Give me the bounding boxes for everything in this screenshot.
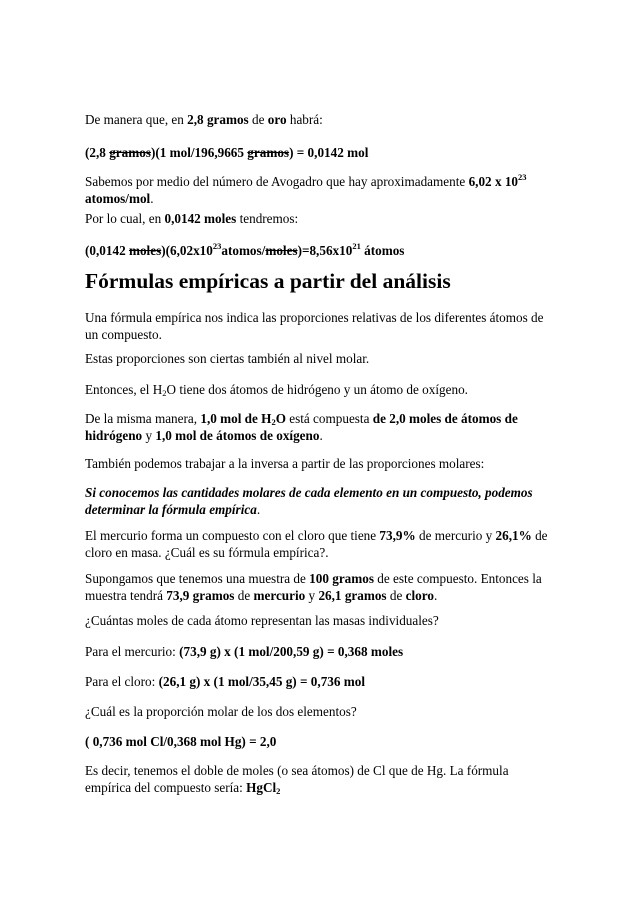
text: Si conocemos las cantidades molares de cada elemento en un compuesto, podemos determinar la fórmula empírica	[85, 485, 533, 517]
text: átomos	[360, 243, 405, 258]
text: de	[248, 112, 268, 127]
text: Para el cloro:	[85, 674, 159, 689]
text: .	[319, 428, 323, 443]
paragraph-water	[85, 381, 555, 398]
bold-text: 2,8 gramos	[187, 112, 249, 127]
subscript: 2	[162, 388, 167, 398]
text: .	[150, 191, 154, 206]
bold-text: 0,0142 moles	[164, 211, 237, 226]
paragraph-question-ratio: ¿Cuál es la proporción molar de los dos elementos?	[85, 704, 357, 719]
bold-text: 26,1%	[495, 528, 532, 543]
text: Por lo cual, en	[85, 211, 165, 226]
bold-text: oro	[267, 112, 287, 127]
text: )(1 mol/196,9665	[150, 145, 248, 160]
text: De manera que, en	[85, 112, 188, 127]
text: )(6,02x10	[161, 243, 213, 258]
bold-text: cloro	[405, 588, 434, 603]
paragraph-chlorine-calc	[85, 673, 555, 690]
text: Entonces, el H	[85, 382, 163, 397]
subscript: 2	[276, 786, 281, 796]
text: de este compuesto. Entonces la muestra tendrá	[85, 571, 542, 603]
paragraph-molar-level: Estas proporciones son ciertas también al nivel molar.	[85, 351, 370, 366]
struck-unit: moles	[128, 243, 162, 258]
bold-text: atomos/mol	[85, 191, 151, 206]
text: y	[142, 428, 156, 443]
text: ) = 0,0142 mol	[289, 145, 369, 160]
text: )=8,56x10	[297, 243, 353, 258]
bold-text: mercurio	[253, 588, 306, 603]
bold-text: de 2,0 moles de átomos de hidrógeno	[85, 411, 518, 443]
text: de cloro en masa. ¿Cuál es su fórmula empírica?.	[85, 528, 548, 560]
text: de	[234, 588, 254, 603]
text: El mercurio forma un compuesto con el cloro que tiene	[85, 528, 380, 543]
superscript: 23	[518, 172, 527, 182]
struck-unit: gramos	[247, 145, 290, 160]
paragraph-moles-intro	[85, 210, 555, 227]
bold-text: 73,9 gramos	[166, 588, 235, 603]
paragraph-mercury-problem	[85, 527, 555, 561]
paragraph-inverse: También podemos trabajar a la inversa a partir de las proporciones molares:	[85, 456, 485, 471]
text: (2,8	[85, 145, 110, 160]
text: O tiene dos átomos de hidrógeno y un átomo de oxígeno.	[166, 382, 468, 397]
paragraph-mercury-calc	[85, 643, 555, 660]
superscript: 21	[352, 241, 361, 251]
equation-gold-moles	[85, 144, 555, 161]
equation-ratio: ( 0,736 mol Cl/0,368 mol Hg) = 2,0	[85, 734, 277, 749]
paragraph-conclusion	[85, 762, 555, 796]
text: (0,0142	[85, 243, 129, 258]
paragraph-water-moles	[85, 410, 555, 444]
paragraph-sample	[85, 570, 555, 604]
text: Supongamos que tenemos una muestra de	[85, 571, 310, 586]
bold-text: 1,0 mol de átomos de oxígeno	[155, 428, 320, 443]
text: tendremos:	[236, 211, 299, 226]
text: .	[433, 588, 438, 603]
text: .	[256, 502, 261, 517]
struck-unit: moles	[265, 243, 298, 258]
struck-unit: gramos	[109, 145, 151, 160]
equation-atoms	[85, 242, 555, 259]
bold-text: 100 gramos	[309, 571, 374, 586]
superscript: 23	[212, 241, 222, 251]
bold-text: (26,1 g) x (1 mol/35,45 g) = 0,736 mol	[158, 674, 366, 689]
bold-text: 26,1 gramos	[318, 588, 387, 603]
text: De la misma manera,	[85, 411, 201, 426]
paragraph-key-statement	[85, 484, 555, 518]
paragraph-definition: Una fórmula empírica nos indica las proporciones relativas de los diferentes átomos de un compuesto.	[85, 310, 544, 342]
section-heading: Fórmulas empíricas a partir del análisis	[85, 269, 451, 293]
bold-text: 6,02 x 10	[468, 174, 519, 189]
text: habrá:	[286, 112, 323, 127]
paragraph-avogadro	[85, 173, 540, 207]
text: Para el mercurio:	[85, 644, 180, 659]
bold-text: 73,9%	[379, 528, 416, 543]
text: atomos/	[221, 243, 266, 258]
bold-text: 1,0 mol de H	[200, 411, 272, 426]
bold-text: O	[275, 411, 286, 426]
subscript: 2	[271, 417, 276, 427]
text: de mercurio y	[415, 528, 496, 543]
text: y	[305, 588, 319, 603]
text: de	[386, 588, 406, 603]
text: está compuesta	[285, 411, 373, 426]
paragraph-question-moles: ¿Cuántas moles de cada átomo representan las masas individuales?	[85, 613, 439, 628]
bold-text: (73,9 g) x (1 mol/200,59 g) = 0,368 moles	[179, 644, 404, 659]
text: Es decir, tenemos el doble de moles (o sea átomos) de Cl que de Hg. La fórmula empírica del compuesto sería:	[85, 763, 509, 795]
paragraph-gold-mass	[85, 111, 555, 128]
bold-text: HgCl	[246, 780, 277, 795]
text: Sabemos por medio del número de Avogadro que hay aproximadamente	[85, 174, 469, 189]
